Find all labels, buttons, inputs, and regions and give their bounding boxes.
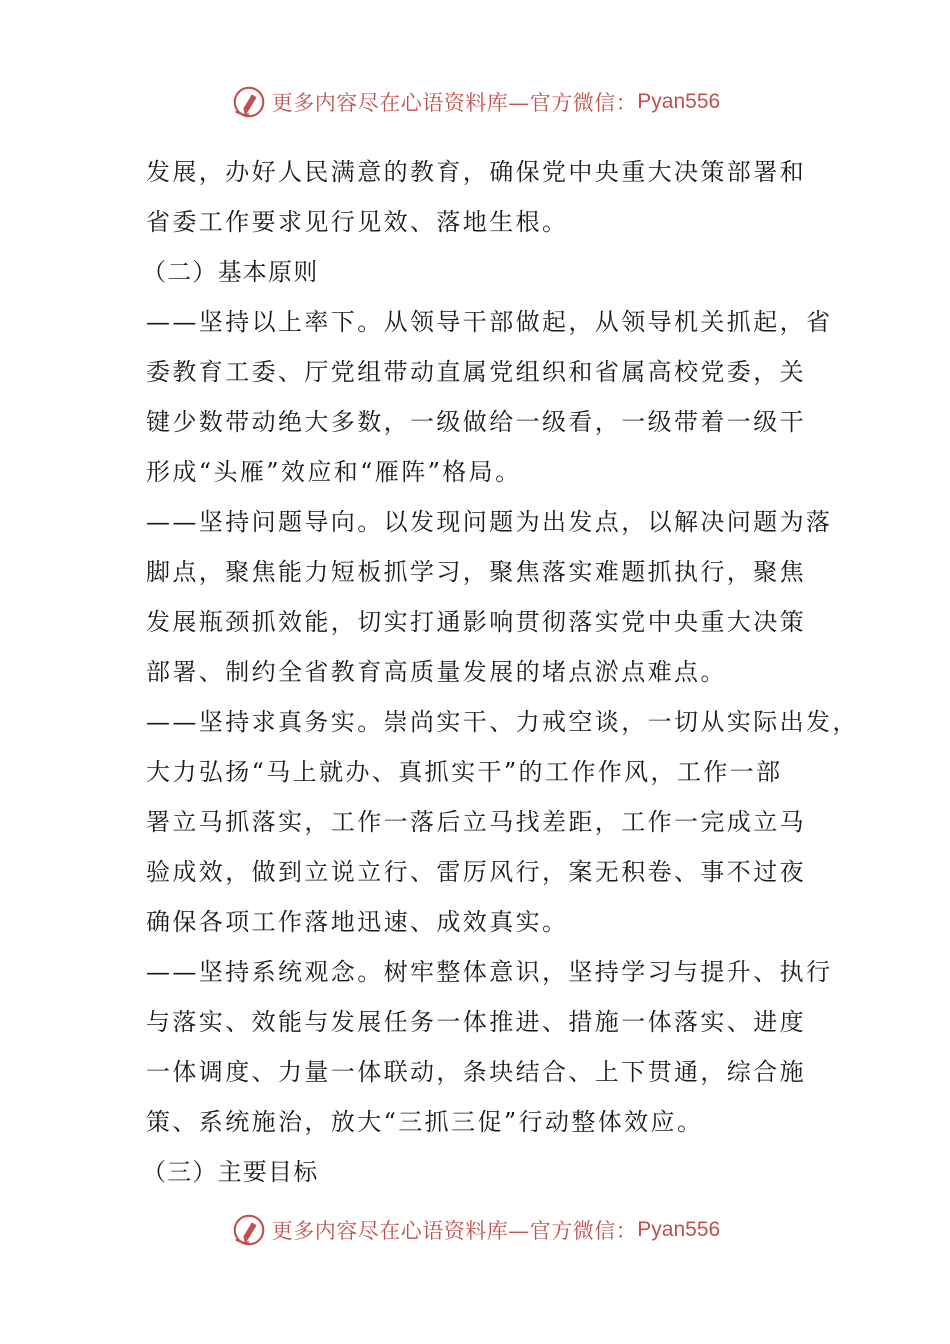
body-line: 验成效，做到立说立行、雷厉风行，案无积卷、事不过夜 <box>146 858 806 886</box>
body-line: 确保各项工作落地迅速、成效真实。 <box>146 908 569 936</box>
section-heading-basic-principles: （二）基本原则 <box>142 258 319 286</box>
watermark-wechat-id: Pyan556 <box>637 1218 721 1241</box>
body-line: 署立马抓落实，工作一落后立马找差距，工作一完成立马 <box>146 808 806 836</box>
body-line: 省委工作要求见行见效、落地生根。 <box>146 208 569 236</box>
body-line: 大力弘扬“马上就办、真抓实干”的工作作风，工作一部 <box>146 758 783 786</box>
body-line: 键少数带动绝大多数，一级做给一级看，一级带着一级干 <box>146 408 806 436</box>
body-line: ——坚持问题导向。以发现问题为出发点，以解决问题为落 <box>146 508 833 536</box>
body-line: 与落实、效能与发展任务一体推进、措施一体落实、进度 <box>146 1008 806 1036</box>
body-line: 部署、制约全省教育高质量发展的堵点淤点难点。 <box>146 658 727 686</box>
watermark-wechat-id: Pyan556 <box>637 90 721 113</box>
section-heading-main-goals: （三）主要目标 <box>142 1158 319 1186</box>
body-line: 策、系统施治，放大“三抓三促”行动整体效应。 <box>146 1108 704 1136</box>
body-line: ——坚持系统观念。树牢整体意识，坚持学习与提升、执行 <box>146 958 833 986</box>
body-line: 一体调度、力量一体联动，条块结合、上下贯通，综合施 <box>146 1058 806 1086</box>
body-line: 形成“头雁”效应和“雁阵”格局。 <box>146 458 522 486</box>
pen-nib-logo-icon <box>230 1211 268 1249</box>
watermark-text: 更多内容尽在心语资料库—官方微信： <box>271 1219 638 1243</box>
body-line: 脚点，聚焦能力短板抓学习，聚焦落实难题抓执行，聚焦 <box>146 558 806 586</box>
body-line: 发展，办好人民满意的教育，确保党中央重大决策部署和 <box>146 158 806 186</box>
body-line: ——坚持以上率下。从领导干部做起，从领导机关抓起，省 <box>146 308 833 336</box>
body-line: ——坚持求真务实。崇尚实干、力戒空谈，一切从实际出发， <box>146 708 859 736</box>
body-line: 发展瓶颈抓效能，切实打通影响贯彻落实党中央重大决策 <box>146 608 806 636</box>
footer-watermark <box>0 1210 950 1250</box>
header-watermark <box>0 82 950 122</box>
watermark-text: 更多内容尽在心语资料库—官方微信： <box>271 91 638 115</box>
document-body <box>142 147 859 1197</box>
pen-nib-logo-icon <box>230 83 268 121</box>
body-line: 委教育工委、厅党组带动直属党组织和省属高校党委，关 <box>146 358 806 386</box>
